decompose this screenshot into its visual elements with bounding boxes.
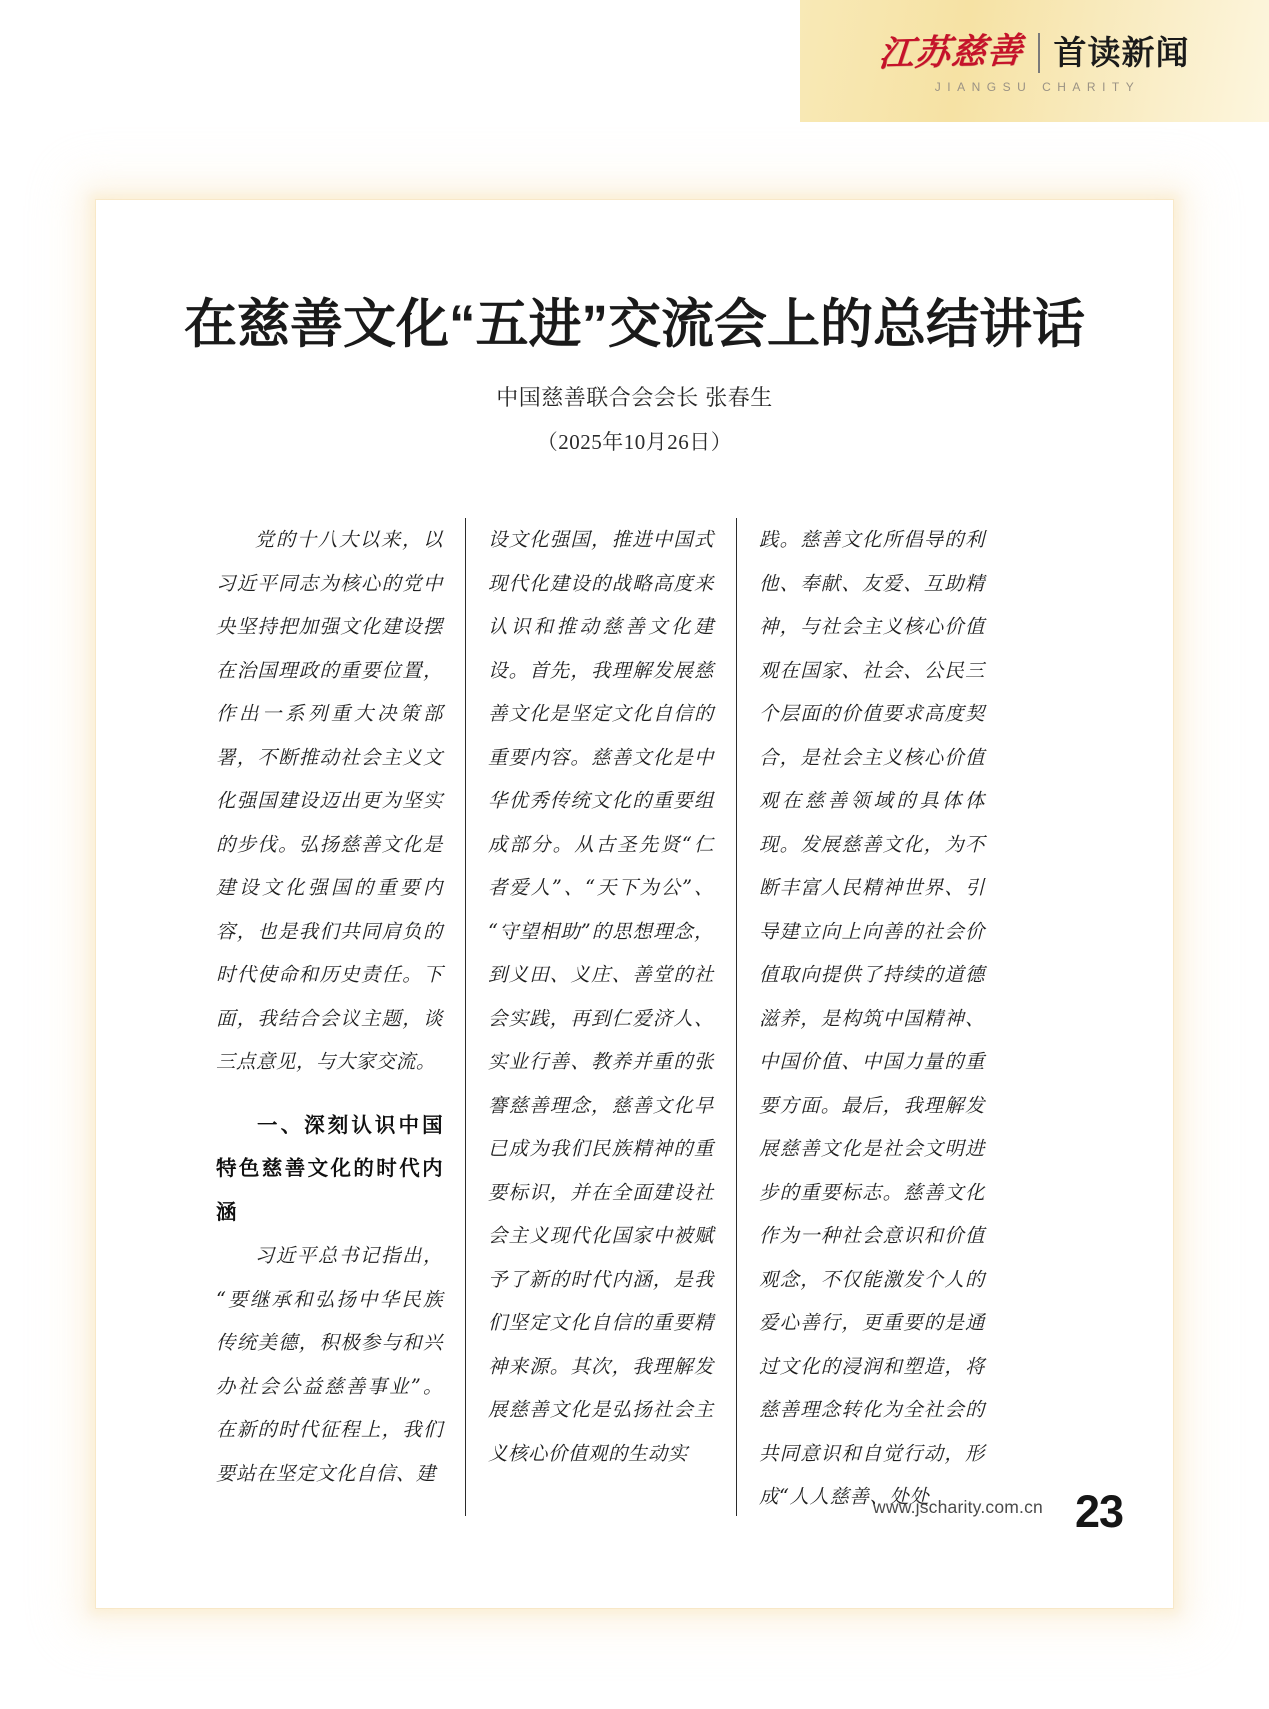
- column-2-body: [488, 518, 714, 1475]
- article-date: （2025年10月26日）: [536, 429, 733, 454]
- masthead-banner: [800, 0, 1269, 122]
- brand-subtitle: 首读新闻: [1053, 34, 1190, 71]
- article-column-1: [194, 518, 465, 1516]
- section-heading: 一、深刻认识中国特色慈善文化的时代内涵: [216, 1113, 443, 1224]
- masthead-content: [800, 18, 1269, 108]
- column-1-body: [216, 518, 443, 1495]
- brand-divider: [1038, 33, 1040, 73]
- footer-website-url[interactable]: www.jscharity.com.cn: [873, 1497, 1043, 1517]
- page-card: [96, 200, 1173, 1608]
- article-columns: [194, 518, 1075, 1516]
- article-column-3: [736, 518, 1007, 1516]
- column-3-body: [759, 518, 985, 1519]
- paragraph: 践。慈善文化所倡导的利他、奉献、友爱、互助精神，与社会主义核心价值观在国家、社会、公民三个层面的价值要求高度契合，是社会主义核心价值观在慈善领域的具体体现。发展慈善文化，为不断丰富人民精神世界、引导建立向上向善的社会价值取向提供了持续的道德滋养，是构筑中国精神、中国价值、中国力量的重要方面。最后，我理解发展慈善文化是社会文明进步的重要标志。慈善文化作为一种社会意识和价值观念，不仅能激发个人的爱心善行，更重要的是通过文化的浸润和塑造，将慈善理念转化为全社会的共同意识和自觉行动，形成“人人慈善、处处: [759, 528, 985, 1508]
- brand-logo-chinese: 江苏慈善: [877, 30, 1026, 75]
- article-byline: 中国慈善联合会会长 张春生: [496, 384, 773, 410]
- paragraph: 习近平总书记指出，“要继承和弘扬中华民族传统美德，积极参与和兴办社会公益慈善事业”。在新的时代征程上，我们要站在坚定文化自信、建: [216, 1244, 443, 1485]
- page-inner: [118, 222, 1151, 1586]
- article-title: 在慈善文化“五进”交流会上的总结讲话: [184, 295, 1085, 354]
- brand-latin-name: JIANGSU CHARITY: [934, 79, 1141, 94]
- page-footer: [118, 1456, 1151, 1586]
- paragraph: 党的十八大以来，以习近平同志为核心的党中央坚持把加强文化建设摆在治国理政的重要位置，作出一系列重大决策部署，不断推动社会主义文化强国建设迈出更为坚实的步伐。弘扬慈善文化是建设文化强国的重要内容，也是我们共同肩负的时代使命和历史责任。下面，我结合会议主题，谈三点意见，与大家交流。: [216, 528, 443, 1073]
- page-number: 23: [1074, 1486, 1123, 1537]
- article-column-2: [465, 518, 736, 1516]
- paragraph: 设文化强国，推进中国式现代化建设的战略高度来认识和推动慈善文化建设。首先，我理解发展慈善文化是坚定文化自信的重要内容。慈善文化是中华优秀传统文化的重要组成部分。从古圣先贤“仁者爱人”、“天下为公”、“守望相助”的思想理念，到义田、义庄、善堂的社会实践，再到仁爱济人、实业行善、教养并重的张謇慈善理念，慈善文化早已成为我们民族精神的重要标识，并在全面建设社会主义现代化国家中被赋予了新的时代内涵，是我们坚定文化自信的重要精神来源。其次，我理解发展慈善文化是弘扬社会主义核心价值观的生动实: [488, 528, 714, 1465]
- brand-block: [877, 30, 1190, 94]
- title-block: [118, 294, 1151, 456]
- brand-row: [877, 30, 1190, 75]
